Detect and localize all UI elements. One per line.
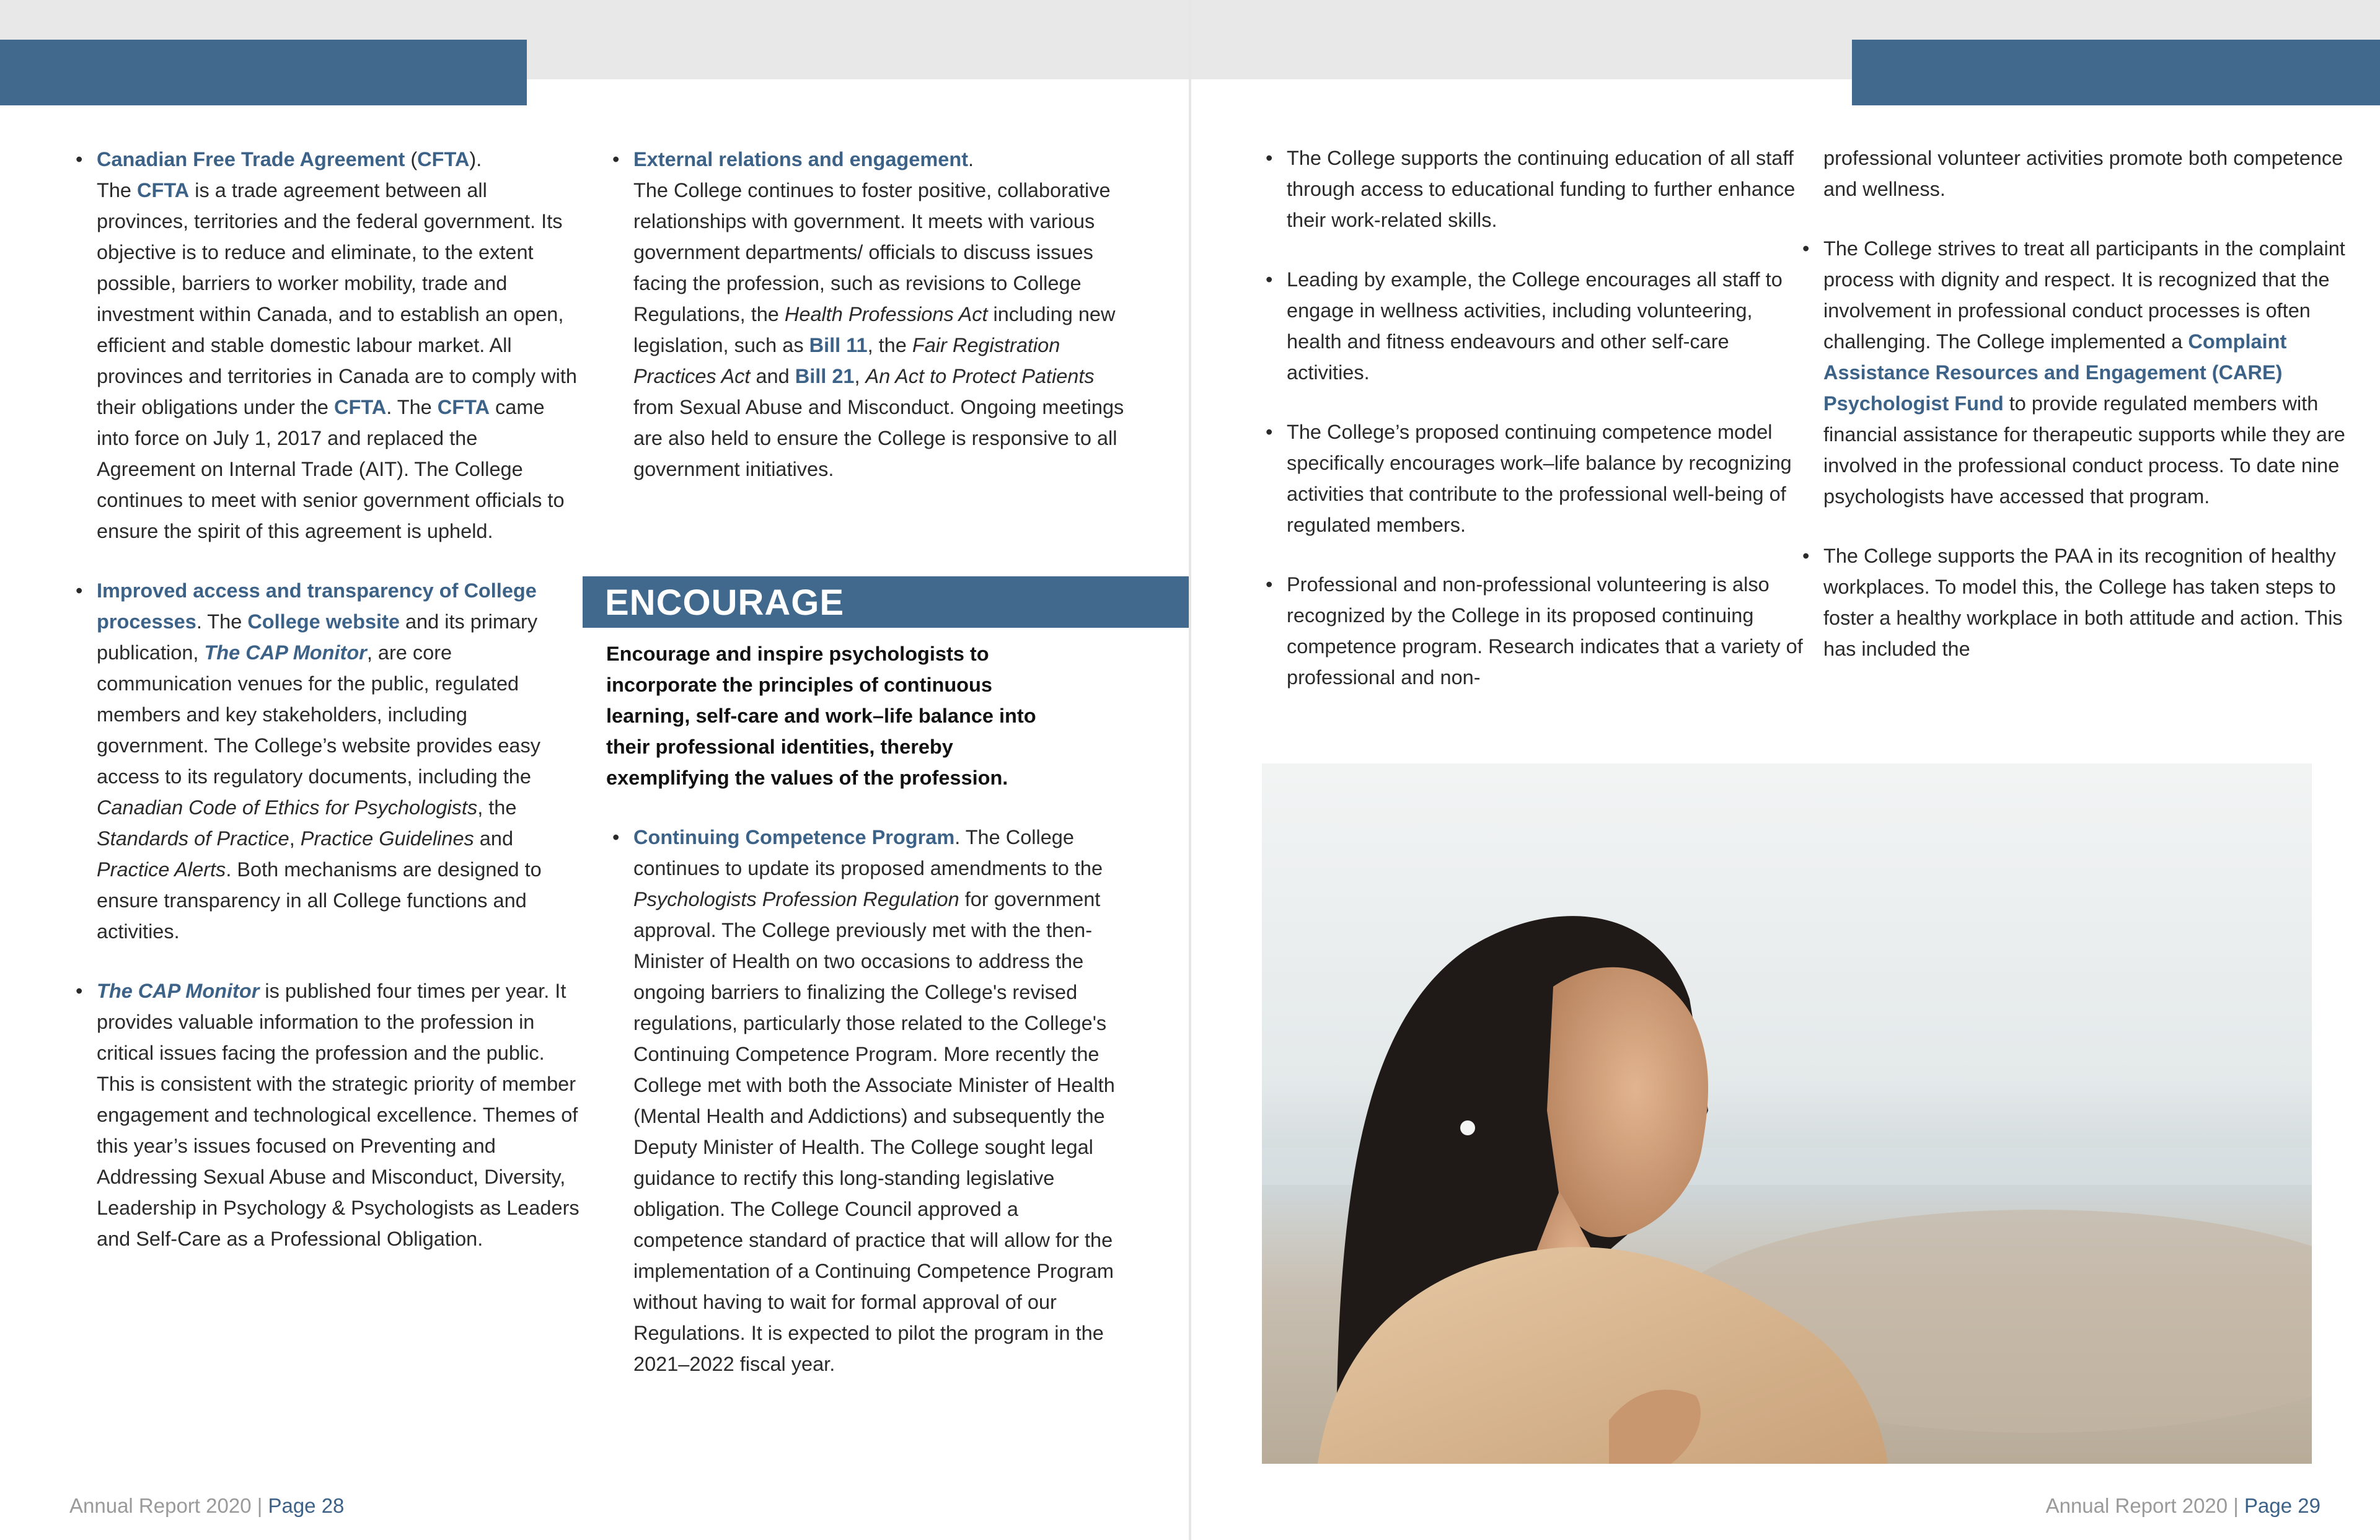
header-accent-bar xyxy=(0,40,527,105)
list-item-volunteering: • Professional and non-professional volunteering is also recognized by the College in its proposed continuing competence program. Research indicates that a variety of professional and non- xyxy=(1287,569,1804,693)
list-item-continuing-competence: • Continuing Competence Program. The College continues to update its proposed amendments to the Psychologists Profession Regulation for government approval. The College previously met with the then-Minister of Health on two occasions to address the ongoing barriers to finalizing the College's revised regulations, particularly those related to the College's Continuing Competence Program. More recently the College met with both the Associate Minister of Health (Mental Health and Addictions) and subsequently the Deputy Minister of Health. The College sought legal guidance to rectify this long-standing legislative obligation. The College Council approved a competence standard of practice that will allow for the implementation of a Continuing Competence Program without having to wait for formal approval of our Regulations. It is expected to pilot the program in the 2021–2022 fiscal year. xyxy=(633,822,1123,1379)
list-item-external-relations: • External relations and engagement. The College continues to foster positive, collaborative relationships with government. It meets with various government departments/ officials to discuss issues facing the profession, such as revisions to College Regulations, the Health Professions Act including new legislation, such as Bill 11, the Fair Registration Practices Act and Bill 21, An Act to Protect Patients from Sexual Abuse and Misconduct. Ongoing meetings are also held to ensure the College is responsive to all government initiatives. xyxy=(633,144,1129,485)
list-item-healthy-workplace: • The College supports the PAA in its recognition of healthy workplaces. To model this, the College has taken steps to foster a healthy workplace in both attitude and action. This has included the xyxy=(1823,540,2347,664)
left-page xyxy=(0,0,1189,1540)
continued-paragraph: professional volunteer activities promote both competence and wellness. xyxy=(1823,147,2343,200)
list-item-staff-wellness: • Leading by example, the College encourages all staff to engage in wellness activities, including volunteering, health and fitness endeavours and other self-care activities. xyxy=(1287,264,1804,388)
page-number: Page 29 xyxy=(2244,1494,2320,1517)
footer-right: Annual Report 2020 | Page 29 xyxy=(2045,1494,2320,1517)
header-accent-bar xyxy=(1852,40,2380,105)
cfta-link[interactable]: Canadian Free Trade Agreement xyxy=(97,148,405,170)
access-transparency-link[interactable]: Improved access and transparency of College processes xyxy=(97,579,537,633)
college-website-link[interactable]: College website xyxy=(247,610,400,633)
continuing-competence-link[interactable]: Continuing Competence Program xyxy=(633,826,955,848)
cap-monitor-link[interactable]: The CAP Monitor xyxy=(204,641,367,664)
section-intro: Encourage and inspire psychologists to incorporate the principles of continuous learning, self-care and work–life balance into their professional identities, thereby exemplifying the values of the profession. xyxy=(606,643,1036,789)
bill-11-link[interactable]: Bill 11 xyxy=(809,334,868,356)
right-column-2 xyxy=(1823,143,2347,693)
list-item-care-fund: • The College strives to treat all participants in the complaint process with dignity and respect. It is recognized that the involvement in professional conduct processes is often challenging. The College implemented a Complaint Assistance Resources and Engagement (CARE) Psychologist Fund to provide regulated members with financial assistance for therapeutic supports while they are involved in the professional conduct process. To date nine psychologists have accessed that program. xyxy=(1823,233,2347,512)
page-number: Page 28 xyxy=(268,1494,345,1517)
list-item-staff-education: • The College supports the continuing education of all staff through access to educational funding to further enhance their work-related skills. xyxy=(1287,143,1804,235)
left-column-2 xyxy=(633,144,1129,513)
woman-on-beach-photo xyxy=(1262,763,2312,1464)
bill-21-link[interactable]: Bill 21 xyxy=(795,365,855,387)
left-column-1 xyxy=(97,144,580,1283)
section-title: ENCOURAGE xyxy=(605,583,845,623)
left-column-2-lower xyxy=(633,822,1123,1408)
care-fund-link[interactable]: Complaint Assistance Resources and Engagement (CARE) Psychologist Fund xyxy=(1823,330,2287,415)
right-column-1 xyxy=(1287,143,1804,721)
section-header-bar xyxy=(583,576,1189,628)
right-page xyxy=(1191,0,2380,1540)
list-item-cfta: • Canadian Free Trade Agreement (CFTA). The CFTA is a trade agreement between all provinces, territories and the federal government. Its objective is to reduce and eliminate, to the extent possible, barriers to worker mobility, trade and investment within Canada, and to establish an open, efficient and stable domestic labour market. All provinces and territories in Canada are to comply with their obligations under the CFTA. The CFTA came into force on July 1, 2017 and replaced the Agreement on Internal Trade (AIT). The College continues to meet with senior government officials to ensure the spirit of this agreement is upheld. xyxy=(97,144,580,547)
list-item-access-transparency: • Improved access and transparency of College processes. The College website and its primary publication, The CAP Monitor, are core communication venues for the public, regulated members and key stakeholders, including government. The College’s website provides easy access to its regulatory documents, including the Canadian Code of Ethics for Psychologists, the Standards of Practice, Practice Guidelines and Practice Alerts. Both mechanisms are designed to ensure transparency in all College functions and activities. xyxy=(97,575,580,947)
list-item-cap-monitor: • The CAP Monitor is published four times per year. It provides valuable information to the profession in critical issues facing the profession and the public. This is consistent with the strategic priority of member engagement and technological excellence. Themes of this year’s issues focused on Preventing and Addressing Sexual Abuse and Misconduct, Diversity, Leadership in Psychology & Psychologists as Leaders and Self-Care as a Professional Obligation. xyxy=(97,975,580,1254)
list-item-competence-model: • The College’s proposed continuing competence model specifically encourages work–life balance by recognizing activities that contribute to the professional well-being of regulated members. xyxy=(1287,416,1804,540)
cap-monitor-title-link[interactable]: The CAP Monitor xyxy=(97,980,260,1002)
external-relations-link[interactable]: External relations and engagement xyxy=(633,148,969,170)
footer-left: Annual Report 2020 | Page 28 xyxy=(69,1494,345,1517)
